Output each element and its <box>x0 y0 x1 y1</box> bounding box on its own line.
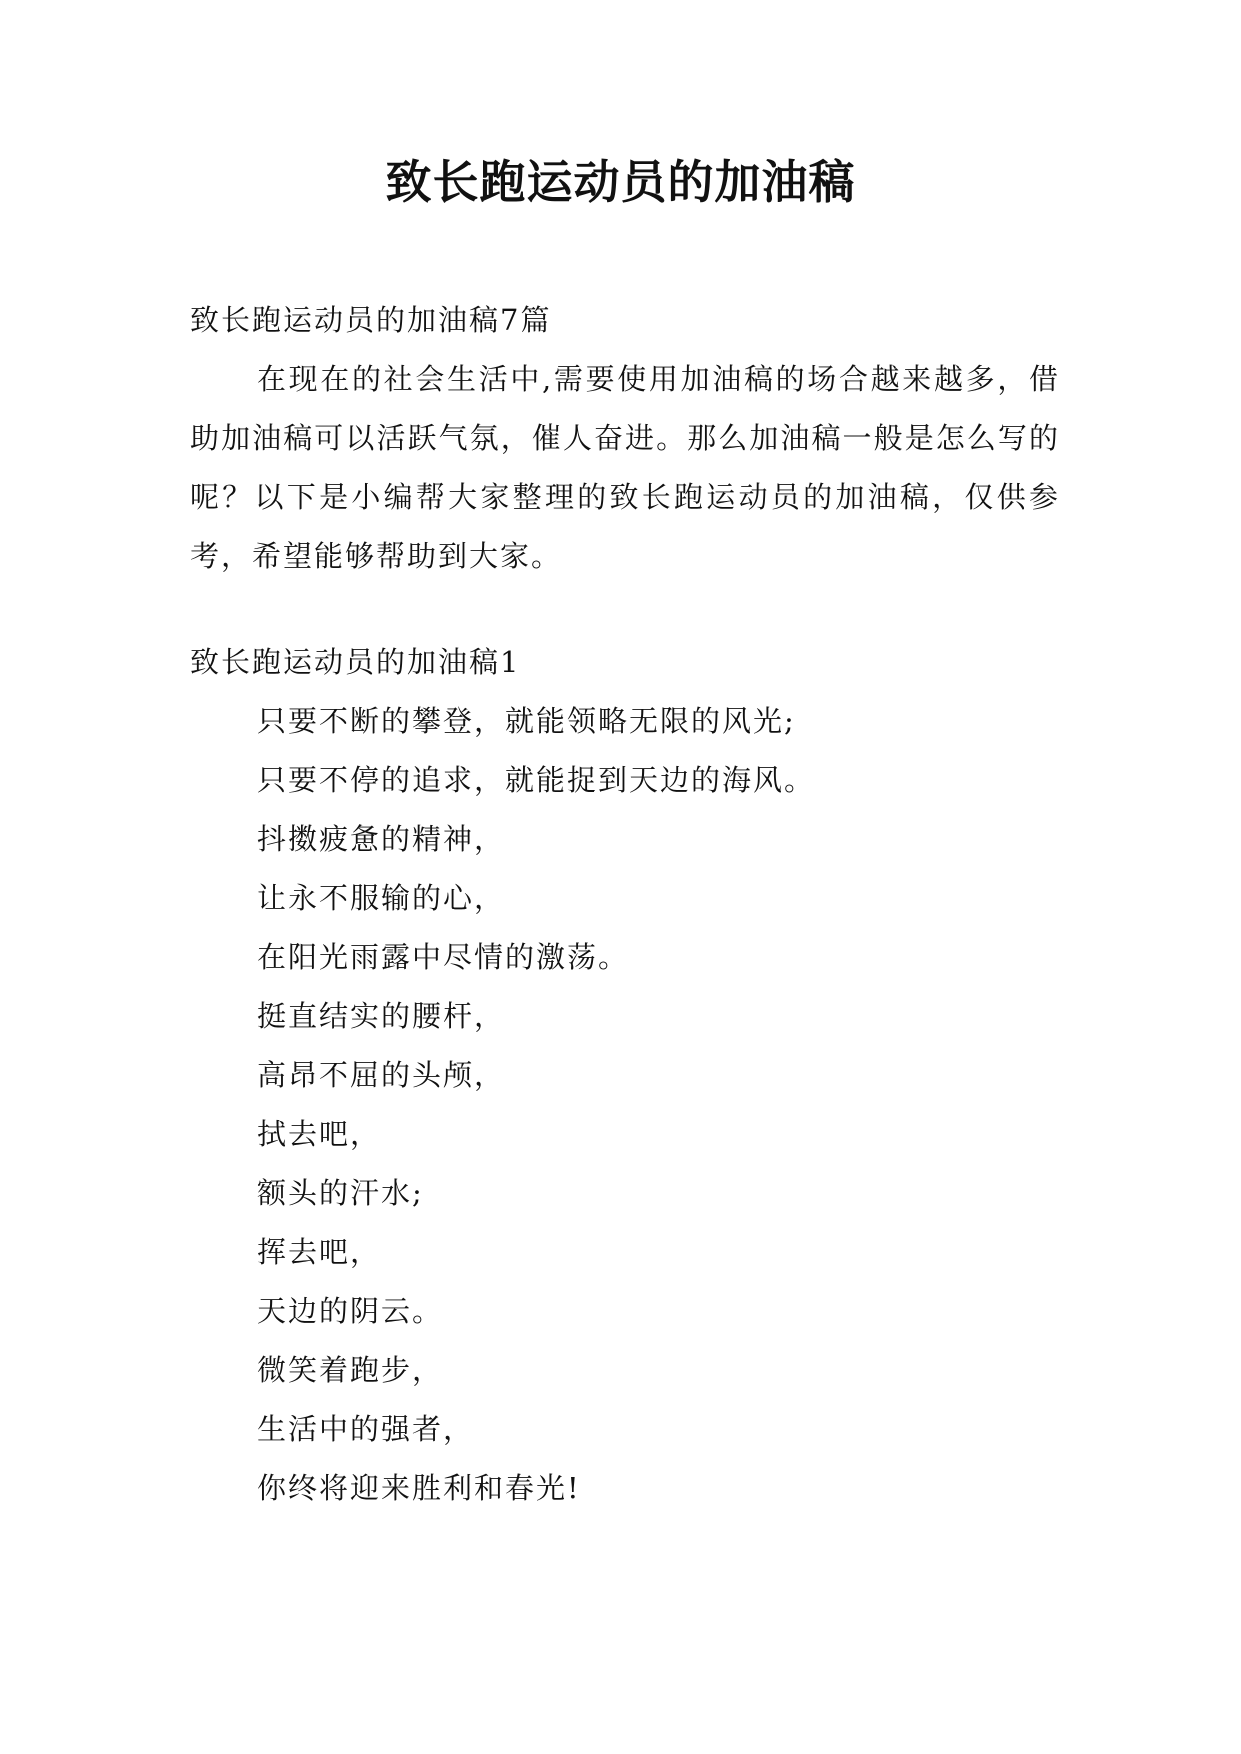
collection-heading: 致长跑运动员的加油稿7篇 <box>190 303 552 337</box>
poem-line: 微笑着跑步， <box>257 1353 444 1387</box>
poem-line: 只要不断的攀登，就能领略无限的风光; <box>257 704 796 738</box>
intro-paragraph: 在现在的社会生活中,需要使用加油稿的场合越来越多，借助加油稿可以活跃气氛，催人奋进。那么加油稿一般是怎么写的呢？以下是小编帮大家整理的致长跑运动员的加油稿，仅供参考，希望能够帮助到大家。 <box>190 362 1060 573</box>
poem <box>190 692 1060 1518</box>
poem-line: 额头的汗水; <box>257 1176 424 1210</box>
poem-line: 抖擞疲惫的精神， <box>257 822 506 856</box>
section-spacer <box>190 586 1060 633</box>
poem-line: 在阳光雨露中尽情的激荡。 <box>257 940 630 974</box>
poem-line: 高昂不屈的头颅， <box>257 1058 506 1092</box>
poem-line: 挥去吧， <box>257 1235 382 1269</box>
poem-line: 挺直结实的腰杆， <box>257 999 506 1033</box>
section-heading: 致长跑运动员的加油稿1 <box>190 645 521 679</box>
document-title: 致长跑运动员的加油稿 <box>385 155 856 209</box>
poem-line: 只要不停的追求，就能捉到天边的海风。 <box>257 763 816 797</box>
poem-line: 让永不服输的心， <box>257 881 506 915</box>
poem-line: 生活中的强者， <box>257 1412 475 1446</box>
document-body <box>190 291 1060 1518</box>
poem-line: 你终将迎来胜利和春光! <box>257 1471 581 1505</box>
poem-line: 拭去吧， <box>257 1117 382 1151</box>
poem-line: 天边的阴云。 <box>257 1294 444 1328</box>
